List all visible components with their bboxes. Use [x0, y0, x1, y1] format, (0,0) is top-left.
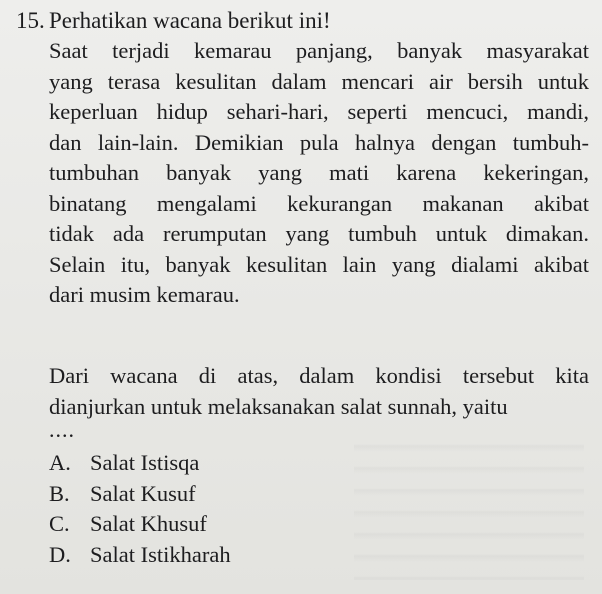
option-a[interactable] [49, 448, 231, 479]
option-c[interactable] [49, 509, 231, 540]
prompt-line: Dari wacana di atas, dalam kondisi tersebut kita [49, 363, 589, 388]
passage-line: Saat terjadi kemarau panjang, banyak masyarakat [49, 38, 589, 63]
passage-line: tidak ada rerumputan yang tumbuh untuk dimakan. [49, 221, 589, 246]
option-letter: D. [49, 541, 71, 567]
reading-passage [49, 36, 589, 311]
option-text: Salat Kusuf [90, 480, 196, 506]
passage-line: keperluan hidup sehari-hari, seperti mencuci, mandi, [49, 99, 589, 124]
prompt-line: dianjurkan untuk melaksanakan salat sunnah, yaitu [49, 393, 508, 419]
passage-line: dan lain-lain. Demikian pula halnya dengan tumbuh- [49, 129, 589, 155]
option-letter: B. [49, 480, 70, 506]
passage-line: tumbuhan banyak yang mati karena kekeringan, [49, 160, 589, 185]
passage-line: yang terasa kesulitan dalam mencari air bersih untuk [49, 68, 589, 94]
option-text: Salat Istikharah [90, 541, 231, 567]
answer-blank: .... [49, 417, 75, 442]
option-letter: C. [49, 511, 70, 536]
question-instruction: Perhatikan wacana berikut ini! [49, 8, 331, 33]
option-letter: A. [49, 450, 71, 475]
paper-bleed-through [354, 430, 584, 580]
passage-line: Selain itu, banyak kesulitan lain yang dialami akibat [49, 251, 589, 277]
passage-line: dari musim kemarau. [49, 282, 240, 307]
option-text: Salat Istisqa [90, 450, 200, 475]
option-b[interactable] [49, 479, 231, 510]
answer-options [49, 448, 231, 570]
passage-line: binatang mengalami kekurangan makanan akibat [49, 190, 589, 216]
option-d[interactable] [49, 540, 231, 571]
question-number: 15. [16, 8, 45, 33]
option-text: Salat Khusuf [90, 511, 207, 536]
question-prompt [49, 361, 589, 422]
question-header [16, 6, 331, 36]
